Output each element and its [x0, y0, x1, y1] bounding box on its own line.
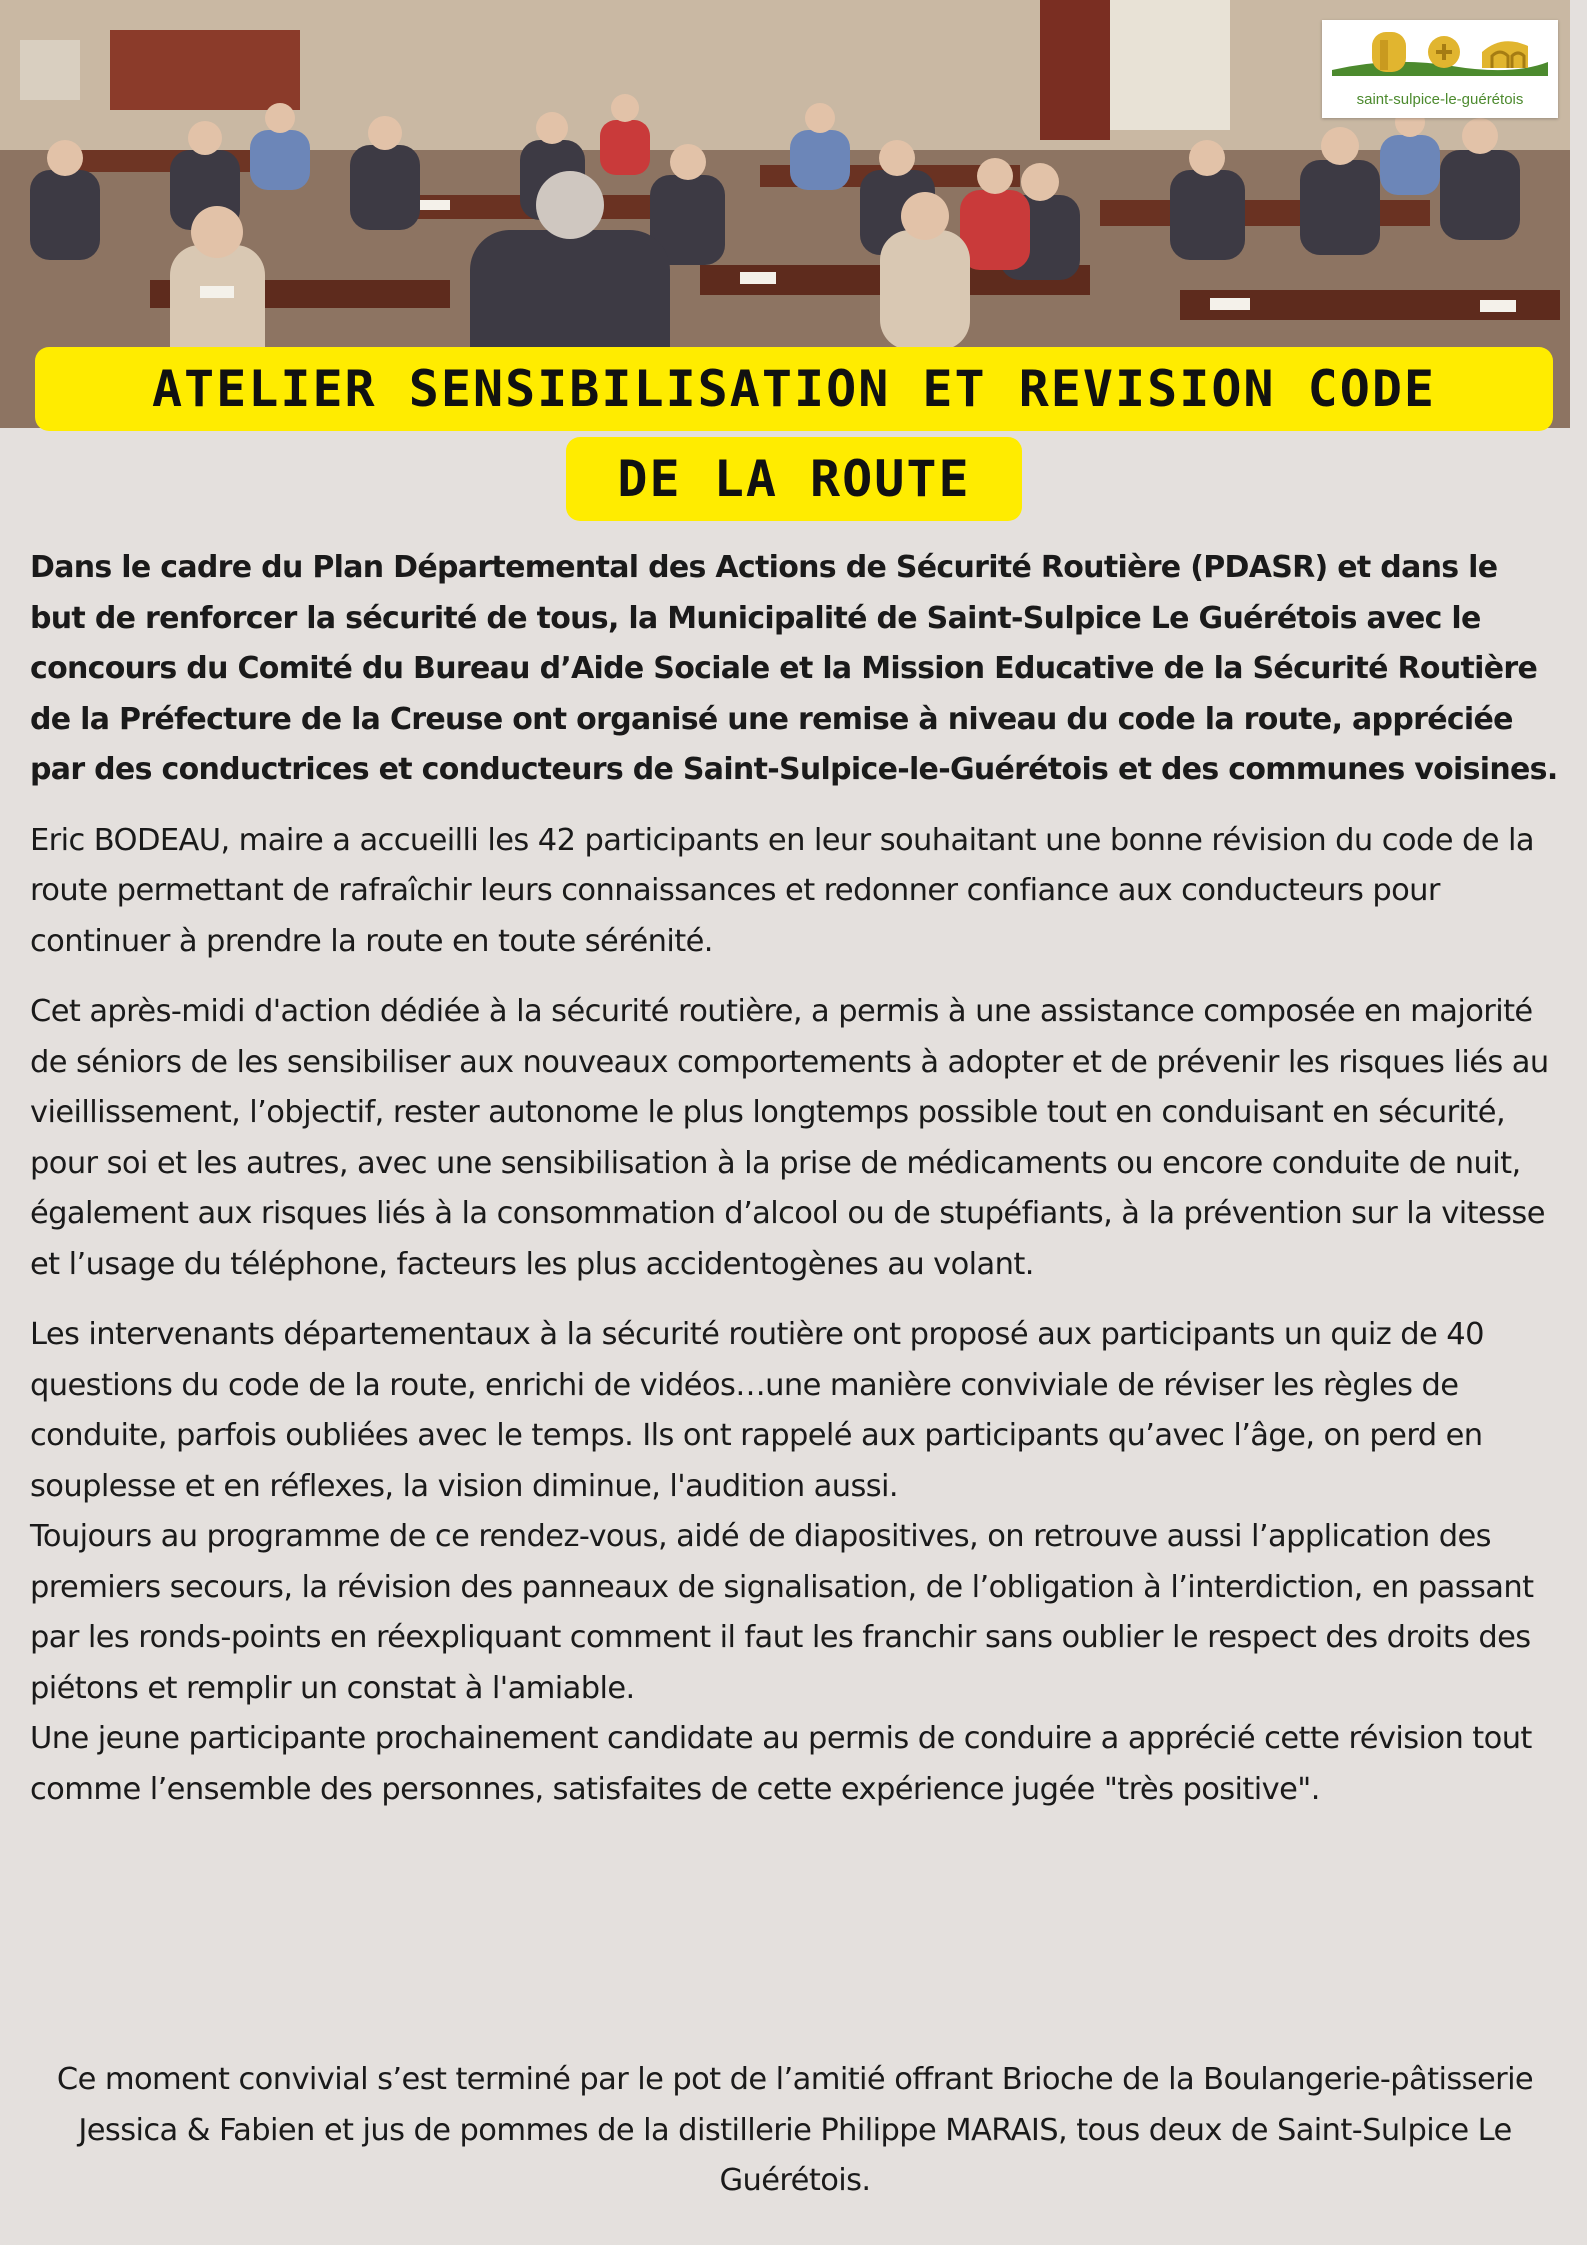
logo-text: saint-sulpice-le-guérétois: [1356, 91, 1524, 108]
article-body: [30, 543, 1560, 1815]
village-logo-icon: [1332, 26, 1548, 86]
page-title-line-1: ATELIER SENSIBILISATION ET REVISION CODE: [35, 347, 1553, 431]
page-title-line-2: DE LA ROUTE: [566, 437, 1022, 521]
article-paragraph: Les intervenants départementaux à la sécurité routière ont proposé aux participants un quiz de 40 questions du code de la route, enrichi de vidéos…une manière conviviale de réviser les règles de conduite, parfois oubliées avec le temps. Ils ont rappelé aux participants qu’avec l’âge, on perd en souplesse et en réflexes, la vision diminue, l'audition aussi.: [30, 1317, 1484, 1504]
article-paragraph: Toujours au programme de ce rendez-vous, aidé de diapositives, on retrouve aussi l’application des premiers secours, la révision des panneaux de signalisation, de l’obligation à l’interdiction, en passant par les ronds-points en réexpliquant comment il faut les franchir sans oublier le respect des droits des piétons et remplir un constat à l'amiable.: [30, 1519, 1534, 1706]
article-paragraph: Eric BODEAU, maire a accueilli les 42 participants en leur souhaitant une bonne révision du code de la route permettant de rafraîchir leurs connaissances et redonner confiance aux conducteurs pour continuer à prendre la route en toute sérénité.: [30, 822, 1534, 959]
municipality-logo: [1322, 20, 1558, 118]
article-closing: Ce moment convivial s’est terminé par le pot de l’amitié offrant Brioche de la Boulangerie-pâtisserie Jessica & Fabien et jus de pommes de la distillerie Philippe MARAIS, tous deux de Saint-Sulpice Le Guérétois.: [56, 2062, 1534, 2198]
article-intro: Dans le cadre du Plan Départemental des Actions de Sécurité Routière (PDASR) et dans le but de renforcer la sécurité de tous, la Municipalité de Saint-Sulpice Le Guérétois avec le concours du Comité du Bureau d’Aide Sociale et la Mission Educative de la Sécurité Routière de la Préfecture de la Creuse ont organisé une remise à niveau du code la route, appréciée par des conductrices et conducteurs de Saint-Sulpice-le-Guérétois et des communes voisines.: [30, 550, 1558, 787]
article-paragraph: Une jeune participante prochainement candidate au permis de conduire a apprécié cette révision tout comme l’ensemble des personnes, satisfaites de cette expérience jugée "très positive".: [30, 1721, 1532, 1807]
article-paragraph: Cet après-midi d'action dédiée à la sécurité routière, a permis à une assistance composée en majorité de séniors de les sensibiliser aux nouveaux comportements à adopter et de prévenir les risques liés au vieillissement, l’objectif, rester autonome le plus longtemps possible tout en conduisant en sécurité, pour soi et les autres, avec une sensibilisation à la prise de médicaments ou encore conduite de nuit, également aux risques liés à la consommation d’alcool ou de stupéfiants, à la prévention sur la vitesse et l’usage du téléphone, facteurs les plus accidentogènes au volant.: [30, 994, 1549, 1282]
